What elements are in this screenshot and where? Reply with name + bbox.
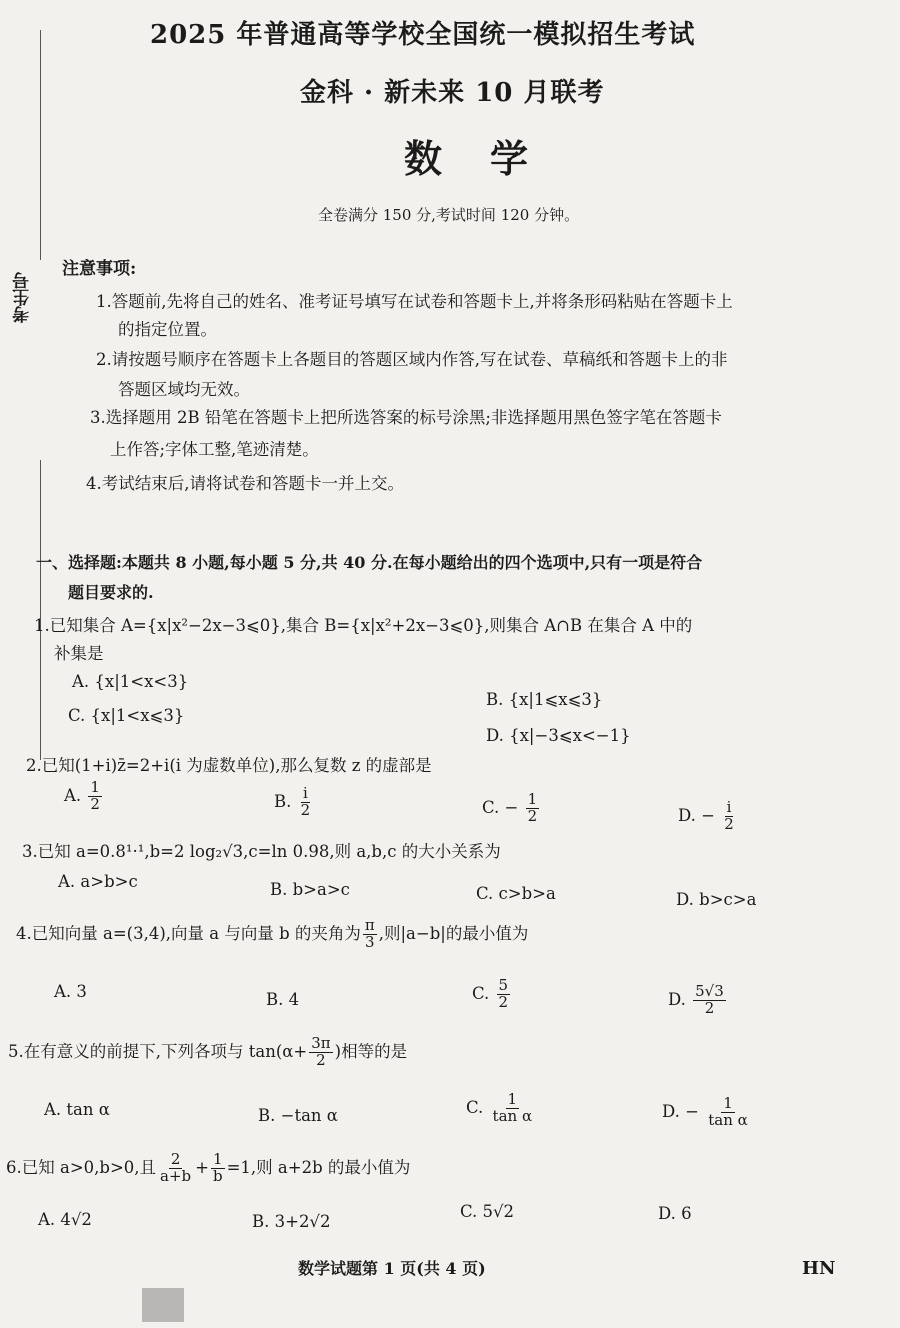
q4-option-a: A. 3 [54,982,87,1001]
q6-stem-text-end: =1,则 a+2b 的最小值为 [226,1157,411,1177]
q5-option-c-label: C. [466,1097,484,1117]
subject-title: 数学 [404,136,577,181]
q2-option-c-label: C. − [482,797,519,817]
q2-d-num: i [726,798,732,816]
q6-f1-num: 2 [170,1150,181,1168]
q2-option-d-fraction [722,800,736,833]
q4-option-c [472,978,512,1011]
q1-option-a: A. {x|1<x<3} [72,672,189,691]
notice-item-3-cont: 上作答;字体工整,笔迹清楚。 [110,440,319,459]
q5-angle-den: 2 [316,1050,326,1069]
notice-item-3: 3.选择题用 2B 铅笔在答题卡上把所选答案的标号涂黑;非选择题用黑色签字笔在答题卡 [90,408,722,427]
exam-title: 2025 年普通高等学校全国统一模拟招生考试 [150,20,696,50]
q2-c-den: 2 [527,806,538,825]
q1-stem: 1.已知集合 A={x|x²−2x−3⩽0},集合 B={x|x²+2x−3⩽0},则集合 A∩B 在集合 A 中的 [34,616,693,635]
q6-option-a: A. 4√2 [38,1210,92,1229]
q5-option-d-label: D. − [662,1101,699,1121]
q4-stem [16,918,528,951]
notice-item-1-cont: 的指定位置。 [118,320,217,339]
q4-c-num: 5 [498,976,509,994]
q3-option-b: B. b>a>c [270,880,350,899]
q5-option-b: B. −tan α [258,1106,338,1125]
q4-angle-fraction [363,918,377,951]
section1-heading: 一、选择题:本题共 8 小题,每小题 5 分,共 40 分.在每小题给出的四个选项中,只有一项是符合 [36,553,703,572]
q4-c-den: 2 [498,992,509,1011]
q2-b-num: i [302,784,308,802]
q2-option-a-fraction [88,780,102,813]
q2-option-a-label: A. [64,785,82,805]
notice-item-2: 2.请按题号顺序在答题卡上各题目的答题区域内作答,写在试卷、草稿纸和答题卡上的非 [96,350,728,369]
q2-option-b-label: B. [274,791,292,811]
section1-heading-cont: 题目要求的. [68,583,154,602]
q2-option-a [64,780,104,813]
q4-stem-text: 4.已知向量 a=(3,4),向量 a 与向量 b 的夹角为 [16,923,361,943]
q2-option-d-label: D. − [678,805,715,825]
q1-option-b: B. {x|1⩽x⩽3} [486,690,603,709]
q5-angle-fraction [309,1036,332,1069]
q4-d-den: 2 [704,998,715,1017]
q1-stem-cont: 补集是 [54,644,104,663]
q3-option-d: D. b>c>a [676,890,757,909]
q5-option-c [466,1092,536,1125]
q1-option-d: D. {x|−3⩽x<−1} [486,726,631,745]
q6-plus: + [195,1157,209,1177]
notice-item-4: 4.考试结束后,请将试卷和答题卡一并上交。 [86,474,404,493]
q2-c-num: 1 [527,790,538,808]
q4-stem-text-end: ,则|a−b|的最小值为 [378,923,529,943]
page-footer: 数学试题第 1 页(共 4 页) [298,1259,486,1278]
q2-b-den: 2 [300,800,311,819]
scan-mark [142,1288,184,1322]
notice-item-2-cont: 答题区域均无效。 [118,380,250,399]
q4-option-d-fraction [693,984,726,1017]
q1-option-c: C. {x|1<x⩽3} [68,706,185,725]
q2-stem: 2.已知(1+i)z̄=2+i(i 为虚数单位),那么复数 z 的虚部是 [26,756,432,775]
notice-item-1: 1.答题前,先将自己的姓名、准考证号填写在试卷和答题卡上,并将条形码粘贴在答题卡上 [96,292,733,311]
q2-option-d [678,800,738,833]
q4-option-c-fraction [497,978,511,1011]
q2-a-num: 1 [90,778,100,796]
q4-angle-num: π [364,916,375,934]
q6-f2-den: b [212,1166,223,1185]
q3-option-c: C. c>b>a [476,884,556,903]
q6-option-c: C. 5√2 [460,1202,515,1221]
q6-stem [6,1152,410,1185]
q3-option-a: A. a>b>c [58,872,138,891]
q6-fraction-1 [158,1152,193,1185]
q6-fraction-2 [211,1152,225,1185]
student-id-label: 考生号 [13,272,33,323]
exam-info: 全卷满分 150 分,考试时间 120 分钟。 [318,206,580,224]
binding-line-top [40,30,41,260]
q5-stem-text-end: )相等的是 [334,1041,408,1061]
q2-a-den: 2 [90,794,100,813]
exam-subtitle: 金科 · 新未来 10 月联考 [300,78,605,108]
q5-d-num: 1 [723,1094,733,1112]
q5-option-d [662,1096,752,1129]
q6-option-d: D. 6 [658,1204,692,1223]
q4-option-d [668,984,728,1017]
q5-stem [8,1036,407,1069]
q2-option-b-fraction [299,786,313,819]
notice-heading: 注意事项: [62,259,137,279]
q5-option-d-fraction [706,1096,750,1129]
binding-line-bottom [40,460,41,760]
q2-option-b [274,786,314,819]
q5-angle-num: 3π [311,1034,331,1052]
q4-option-c-label: C. [472,983,490,1003]
q5-c-num: 1 [507,1090,518,1108]
q4-option-d-label: D. [668,989,686,1009]
q5-c-den: tan α [492,1106,533,1125]
q6-f2-num: 1 [213,1150,223,1168]
q5-stem-text: 5.在有意义的前提下,下列各项与 tan(α+ [8,1041,308,1061]
q6-f1-den: a+b [160,1166,192,1185]
q5-option-a: A. tan α [44,1100,110,1119]
q4-angle-den: 3 [365,932,375,951]
q3-stem: 3.已知 a=0.8¹·¹,b=2 log₂√3,c=ln 0.98,则 a,b,c 的大小关系为 [22,842,501,861]
q5-option-c-fraction [491,1092,535,1125]
q2-d-den: 2 [724,814,734,833]
q6-option-b: B. 3+2√2 [252,1212,331,1231]
q6-stem-text: 6.已知 a>0,b>0,且 [6,1157,157,1177]
region-code: HN [802,1258,836,1279]
q2-option-c [482,792,541,825]
q2-option-c-fraction [526,792,540,825]
q5-d-den: tan α [708,1110,748,1129]
q4-option-b: B. 4 [266,990,300,1009]
q4-d-num: 5√3 [695,982,724,1000]
